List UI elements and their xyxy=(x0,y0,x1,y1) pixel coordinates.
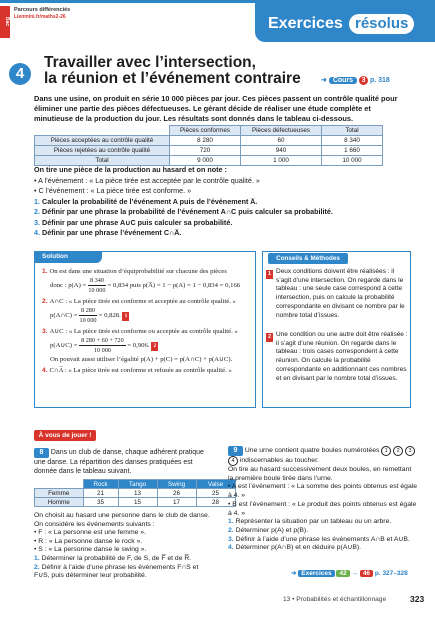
solution-text xyxy=(42,267,252,375)
production-table xyxy=(34,125,383,166)
row-header: Femme xyxy=(35,489,84,498)
solution-2a: 2. A∩C : « La pièce tirée est conforme et acceptée au contrôle qualité. » xyxy=(42,298,236,305)
exercise-ref-a: 42 xyxy=(336,570,349,577)
conseil-marker-2: 2 xyxy=(267,334,272,340)
conseil-1: Deux conditions doivent être réalisées : il s’agit d’une intersection. On regarde dans le tableau : une seule case correspond à cette intersection, puis on calcule la probabilité correspondante en divisant ce nombre par le nombre total d’issues. xyxy=(276,268,405,319)
conseil-marker: 1 xyxy=(122,312,129,321)
col-header: Swing xyxy=(157,480,196,489)
table-corner xyxy=(35,480,84,489)
table-cell: 26 xyxy=(157,489,196,498)
table-cell: 17 xyxy=(157,498,196,507)
ex8-question-1: 1. Déterminer la probabilité de F, de S, de F̅ et de R̅. xyxy=(34,554,192,562)
row-header: Homme xyxy=(35,498,84,507)
title-line-2: la réunion et l’événement contraire xyxy=(44,70,301,87)
solution-1a: 1. On est dans une situation d’équiprobabilité sur chacune des pièces xyxy=(42,268,227,275)
solution-3a: 3. A∪C : « La pièce tirée est conforme ou acceptée au contrôle qualité. » xyxy=(42,328,238,335)
ex9-event-b: • B est l’événement : « Le produit des points obtenus est égale à 4. » xyxy=(228,500,417,517)
table-cell: 8 280 xyxy=(170,136,241,146)
col-header: Rock xyxy=(83,480,118,489)
ex9-intro: 9 Une urne contient quatre boules numérotées 1 2 3 4 indiscernables au toucher. xyxy=(228,446,418,466)
event-c: • C l’événement : « La pièce tirée est conforme. » xyxy=(34,186,192,195)
col-header: Valse xyxy=(196,480,235,489)
practice-label: À vous de jouer ! xyxy=(34,430,96,441)
fraction: $\frac{8 280}{10 000}$ xyxy=(79,307,97,324)
parcours-title: Parcours différenciés xyxy=(14,7,71,13)
arrow-small-icon: → xyxy=(351,570,358,577)
event-a: • A l’événement : « La pièce tirée est acceptée par le contrôle qualité. » xyxy=(34,175,260,185)
cours-label: Cours xyxy=(329,77,357,84)
solution-3c: On pouvait aussi utiliser l’égalité p(A) + p(C) = p(A∩C) + p(A∪C). xyxy=(50,356,233,363)
exercise-number: 4 xyxy=(9,63,31,85)
row-header: Pièces acceptées au contrôle qualité xyxy=(35,136,170,146)
exercise-pages: p. 327–328 xyxy=(374,570,408,577)
exercise-8-body xyxy=(34,512,214,581)
ex9-line-1: On tire au hasard successivement deux boules, en remettant la première boule tirée dans l’urne. xyxy=(228,466,412,482)
exercise-9-number: 9 xyxy=(228,446,243,456)
ex8-line-2: On considère les événements suivants : xyxy=(34,520,155,528)
title-line-1: Travailler avec l’intersection, xyxy=(44,54,256,71)
table-corner xyxy=(35,126,170,136)
conseil-marker-1: 1 xyxy=(267,271,272,277)
side-tab: Bac xyxy=(0,6,10,38)
table-cell: 9 000 xyxy=(170,156,241,166)
exercises-reference[interactable] xyxy=(291,569,408,577)
ex9-question-1: 1. Représenter la situation par un tableau ou un arbre. xyxy=(228,518,392,526)
col-header: Pièces conformes xyxy=(170,126,241,136)
col-header: Total xyxy=(322,126,383,136)
question-3: 3. Définir par une phrase A∪C puis calculer sa probabilité. xyxy=(34,217,233,227)
chapter-footer: 13 • Probabilités et échantillonnage xyxy=(283,596,387,603)
solution-1b: donc : p(A) = $\frac{8 340}{10 000} = 0,834$ puis p(A̅) = 1 − p(A) = 1 − 0,834 = 0,166 xyxy=(50,277,241,294)
exercise-intro: Dans une usine, on produit en série 10 000 pièces par jour. Ces pièces passent un contrôle qualité pour éliminer une partie des pièces défectueuses. Le gérant décide de réaliser une étude complète et minutieuse de la production du jour. Les résultats sont donnés dans le tableau ci-dessous. xyxy=(34,94,398,124)
ex8-event-r: • R : « La personne danse le rock ». xyxy=(34,537,143,545)
questions xyxy=(34,165,414,239)
table-cell: 10 000 xyxy=(322,156,383,166)
exercises-label: Exercices xyxy=(298,570,334,577)
ex9-question-2: 2. Déterminer p(A) et p(B). xyxy=(228,526,309,534)
table-cell: 940 xyxy=(241,146,322,156)
solution-4: 4. C∩A̅ : « La pièce tirée est conforme et refusée au contrôle qualité. » xyxy=(42,367,232,374)
fraction: $\frac{8 340}{10 000}$ xyxy=(88,277,106,294)
conseil-marker: 2 xyxy=(151,342,158,351)
exercise-8-intro: 8 Dans un club de danse, chaque adhérent pratique une danse. La répartition des danses pratiquées est donnée dans le tableau suivant. xyxy=(34,449,204,476)
table-cell: 1 000 xyxy=(241,156,322,166)
row-header: Pièces rejetées au contrôle qualité xyxy=(35,146,170,156)
cours-page: p. 318 xyxy=(369,77,390,84)
ex9-event-a: • A est l’événement : « La somme des points obtenus est égale à 4. » xyxy=(228,483,418,500)
table-cell: 35 xyxy=(83,498,118,507)
ex8-event-f: • F : « La personne est une femme ». xyxy=(34,529,146,537)
ex9-question-3: 3. Définir à l’aide d’une phrase les événements A∩B et A∪B. xyxy=(228,535,410,543)
ball-icon: 3 xyxy=(405,446,415,456)
ex8-question-2: 2. Définir à l’aide d’une phrase les événements F∩S et F∪S, puis déterminer leur probabilité. xyxy=(34,563,199,580)
ex8-line-1: On choisit au hasard une personne dans le club de danse. xyxy=(34,512,210,519)
question-1: 1. Calculer la probabilité de l’événement A puis de l’événement A̅. xyxy=(34,196,258,206)
table-cell: 28 xyxy=(196,498,235,507)
page-number: 323 xyxy=(410,594,425,604)
exercise-8-number: 8 xyxy=(34,448,49,458)
solution-label: Solution xyxy=(34,251,102,263)
ball-icon: 4 xyxy=(228,456,238,466)
conseils-label: Conseils & Méthodes xyxy=(268,253,348,264)
col-header: Tango xyxy=(118,480,157,489)
solution-3b: p(A∪C) = $\frac{8 280 + 60 + 720}{10 000} = 0,906$. 2 xyxy=(42,336,252,355)
table-cell: 25 xyxy=(196,489,235,498)
arrow-icon: ➜ xyxy=(321,77,327,84)
question-2: 2. Définir par une phrase la probabilité de l’événement A∩C puis calculer sa probabilité. xyxy=(34,207,333,216)
banner-word: Exercices xyxy=(268,15,343,32)
ex8-event-s: • S : « La personne danse le swing ». xyxy=(34,546,147,554)
cours-reference[interactable] xyxy=(321,76,390,85)
table-cell: 720 xyxy=(170,146,241,156)
table-cell: 15 xyxy=(118,498,157,507)
parcours-link[interactable]: Lienmini.fr/maths2-26 xyxy=(14,14,66,20)
ball-icon: 1 xyxy=(381,446,391,456)
dance-table xyxy=(34,479,236,507)
table-cell: 60 xyxy=(241,136,322,146)
table-cell: 13 xyxy=(118,489,157,498)
exercise-9 xyxy=(228,446,418,553)
exercise-ref-b: 46 xyxy=(360,570,373,577)
table-cell: 21 xyxy=(83,489,118,498)
col-header: Pièces défectueuses xyxy=(241,126,322,136)
ex9-question-4: 4. Déterminer p(A∩B) et en déduire p(A∪B). xyxy=(228,544,362,552)
fraction: $\frac{8 280 + 60 + 720}{10 000}$ xyxy=(81,337,124,354)
cours-number: 3 xyxy=(359,76,368,85)
exercise-title xyxy=(44,55,314,87)
prompt: On tire une pièce de la production au hasard et on note : xyxy=(34,165,227,174)
banner-pill: résolus xyxy=(349,14,414,34)
conseil-2: Une condition ou une autre doit être réalisée : il s’agit d’une réunion. On regarde dans le tableau : trois cases correspondent à cette réunion. On calcule la probabilité correspondante en additionnant ces nombres et en divisant par le nombre total d’issues. xyxy=(276,331,408,382)
ball-icon: 2 xyxy=(393,446,403,456)
arrow-icon: ➜ xyxy=(291,570,297,577)
table-cell: 8 340 xyxy=(322,136,383,146)
question-4: 4. Définir par une phrase l’événement C∩A̅. xyxy=(34,228,182,237)
row-header: Total xyxy=(35,156,170,166)
solution-2b: p(A∩C) = $\frac{8 280}{10 000} = 0,828$. 1 xyxy=(42,306,252,325)
table-cell: 1 660 xyxy=(322,146,383,156)
